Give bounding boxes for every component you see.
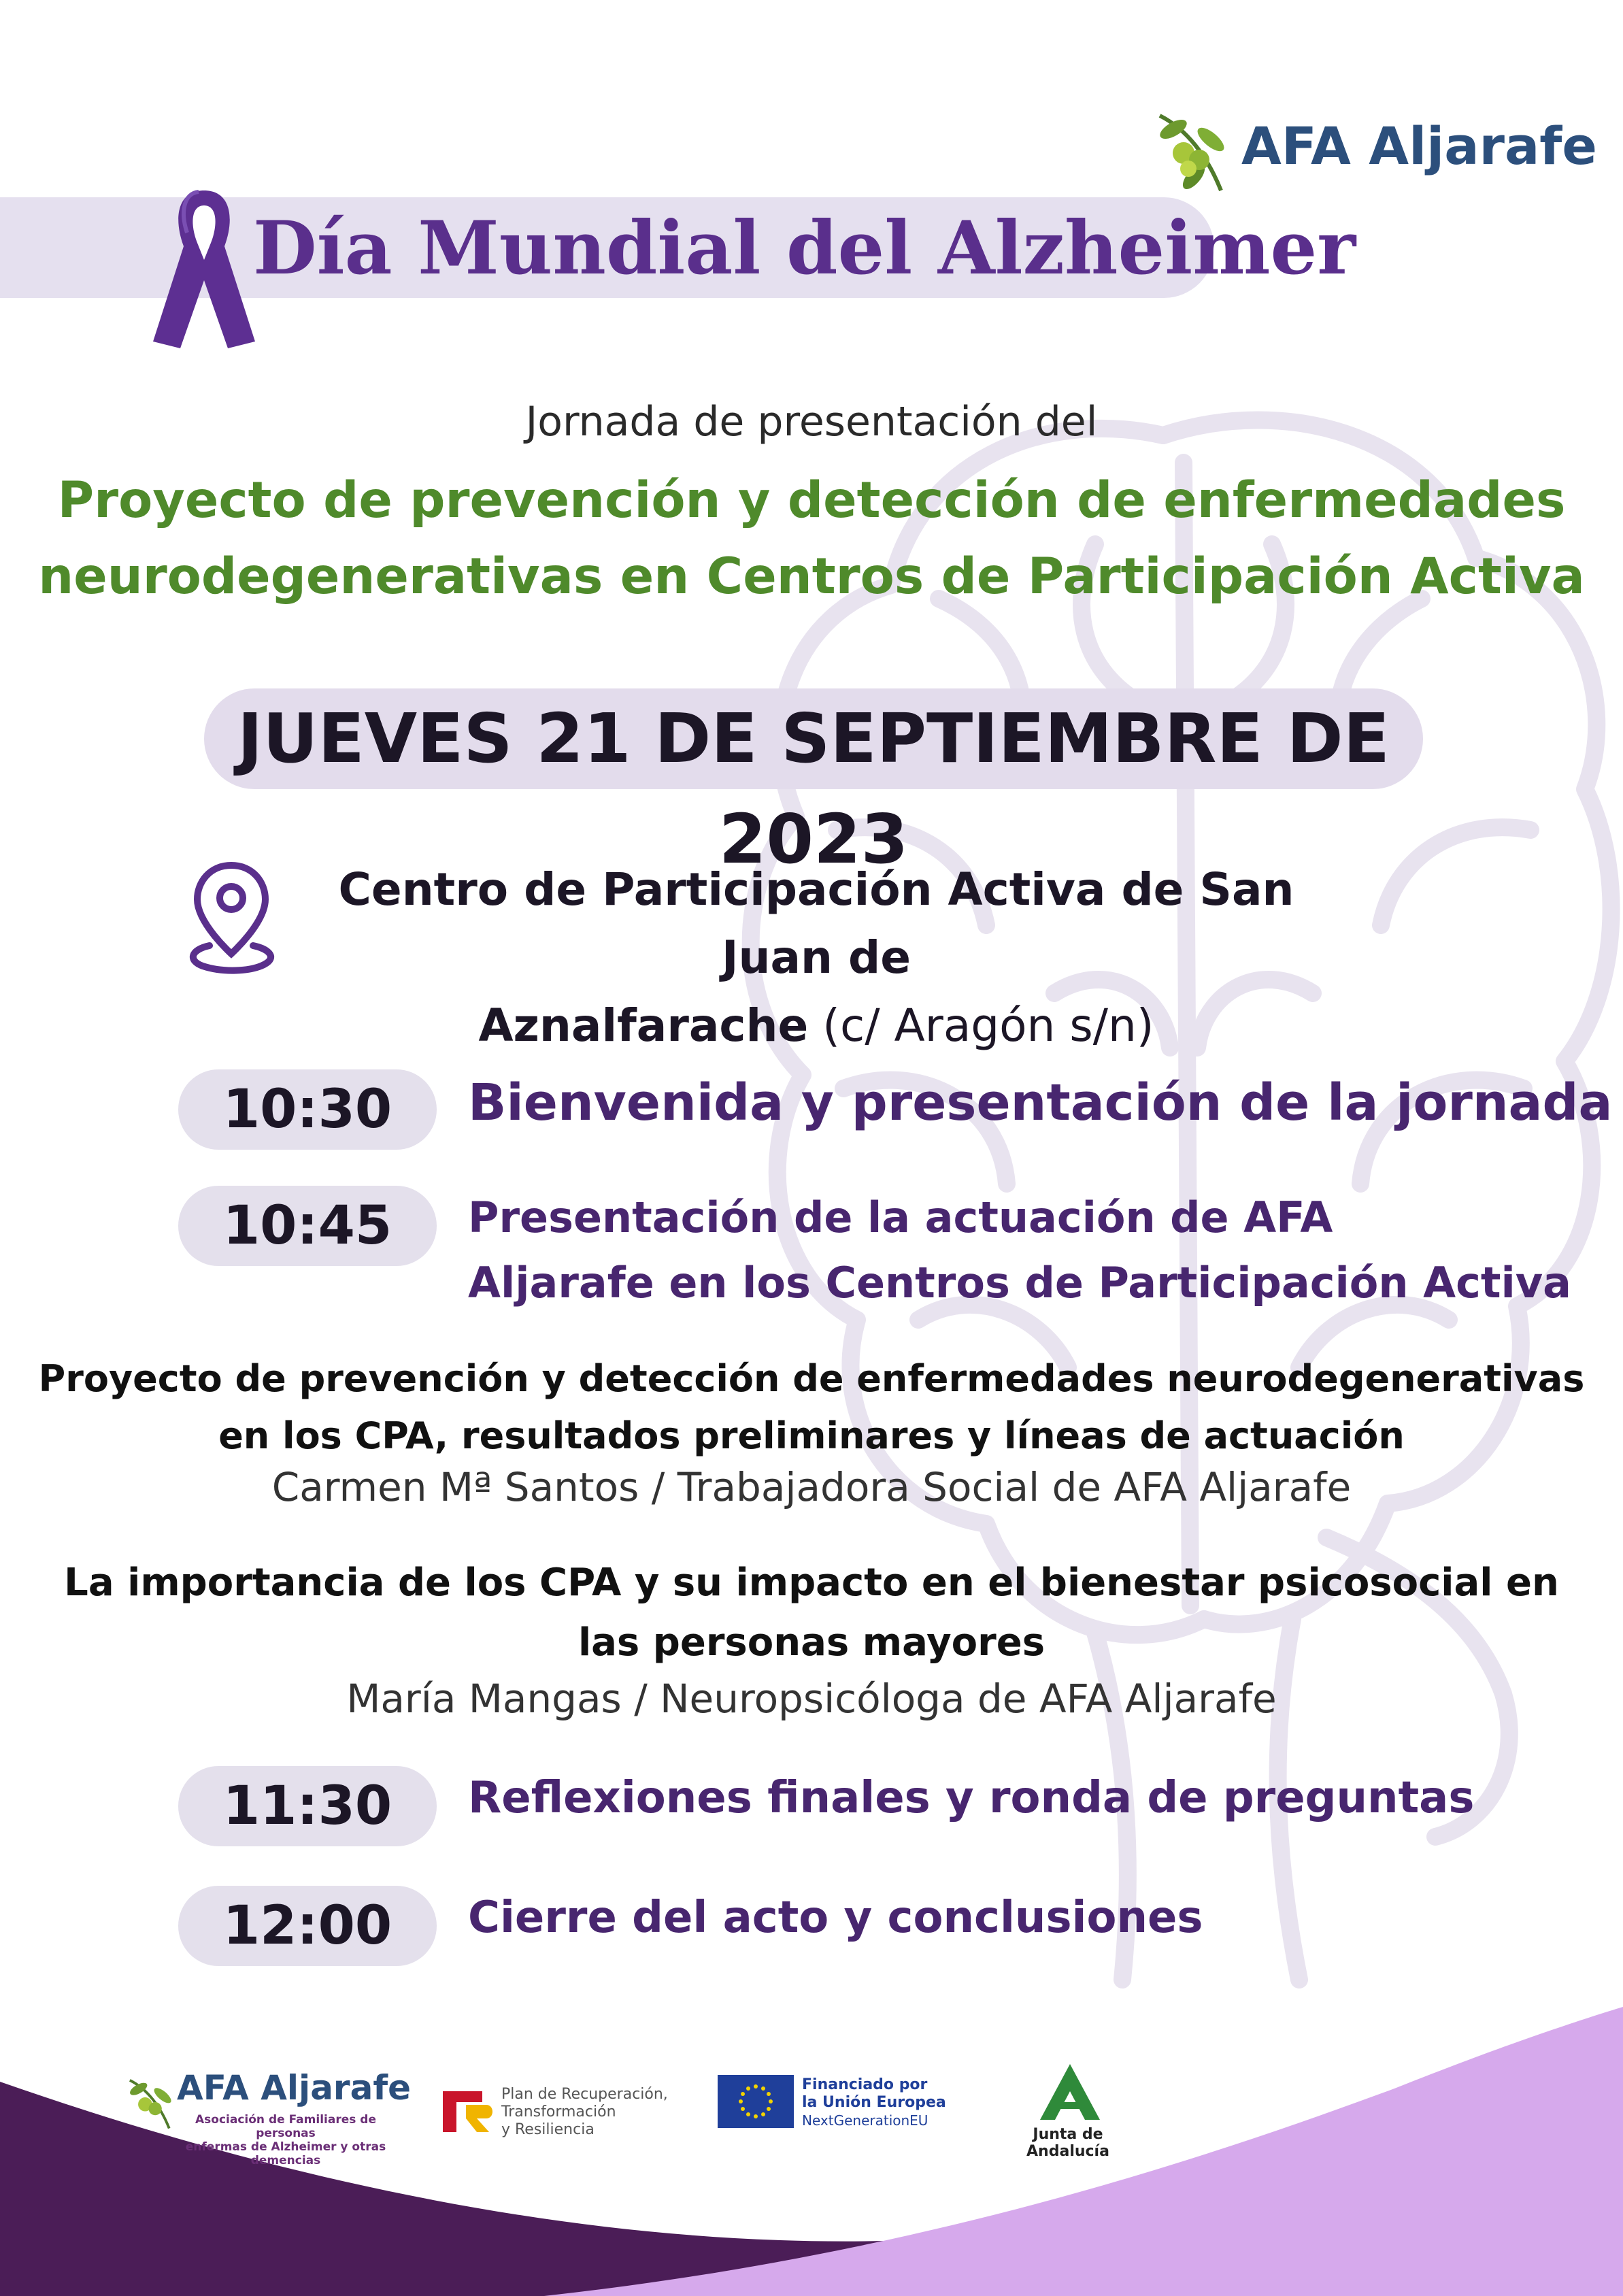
footer-afa-subtitle <box>177 2113 395 2167</box>
project-title <box>0 463 1623 615</box>
talk-title-line: las personas mayores <box>578 1620 1045 1665</box>
talk-title <box>0 1350 1623 1465</box>
footer-afa-sub-line: enfermas de Alzheimer y otras demencias <box>185 2140 386 2167</box>
agenda-time: 12:00 <box>178 1886 437 1966</box>
venue-name: Aznalfarache <box>478 999 809 1052</box>
venue-line1: Centro de Participación Activa de San Juan de <box>338 863 1294 984</box>
olive-branch-icon <box>1146 102 1241 197</box>
agenda-item <box>468 1185 1571 1316</box>
agenda-item: Cierre del acto y conclusiones <box>468 1893 1203 1943</box>
brand-name: AFA Aljarafe <box>1241 116 1597 176</box>
olive-branch-icon <box>121 2068 182 2136</box>
talk-title-line: Proyecto de prevención y detección de enfermedades neurodegenerativas <box>38 1357 1585 1400</box>
footer-prtr-line: Plan de Recuperación, <box>501 2086 668 2103</box>
agenda-item-line: Presentación de la actuación de AFA <box>468 1193 1333 1242</box>
project-title-line: neurodegenerativas en Centros de Participación Activa <box>38 548 1585 605</box>
intro-text: Jornada de presentación del <box>525 398 1098 446</box>
footer-junta-logo <box>993 2061 1143 2160</box>
footer-afa-name: AFA Aljarafe <box>177 2068 411 2108</box>
footer-prtr-line: Transformación <box>501 2103 616 2120</box>
footer-eu-line: NextGenerationEU <box>802 2112 928 2129</box>
prtr-emblem-icon <box>439 2084 497 2136</box>
agenda-time: 11:30 <box>178 1766 437 1846</box>
event-date: JUEVES 21 DE SEPTIEMBRE DE 2023 <box>237 699 1390 879</box>
agenda-item: Reflexiones finales y ronda de preguntas <box>468 1773 1475 1823</box>
location-pin-icon <box>182 859 281 974</box>
agenda-item-line: Aljarafe en los Centros de Participación Activa <box>468 1258 1571 1308</box>
footer-eu-line: la Unión Europea <box>802 2094 946 2111</box>
footer-eu-text <box>802 2076 946 2129</box>
agenda-time: 10:30 <box>178 1069 437 1150</box>
footer-afa-sub-line: Asociación de Familiares de personas <box>195 2113 376 2140</box>
talk-title-line: en los CPA, resultados preliminares y líneas de actuación <box>218 1414 1405 1457</box>
project-title-line: Proyecto de prevención y detección de enfermedades <box>57 471 1566 529</box>
afa-aljarafe-logo <box>1146 102 1597 197</box>
footer-junta-text: Junta de Andalucía <box>1026 2126 1109 2160</box>
footer-eu-logo <box>718 2075 949 2136</box>
footer-prtr-text <box>501 2086 668 2139</box>
agenda-time: 10:45 <box>178 1186 437 1266</box>
footer-afa-logo <box>121 2068 411 2167</box>
talk-speaker: María Mangas / Neuropsicóloga de AFA Aljarafe <box>346 1676 1277 1722</box>
talk-title <box>0 1553 1623 1673</box>
talk-title-line: La importancia de los CPA y su impacto en el bienestar psicosocial en <box>64 1561 1559 1605</box>
talk-speaker: Carmen Mª Santos / Trabajadora Social de AFA Aljarafe <box>271 1464 1352 1510</box>
junta-andalucia-icon <box>1037 2061 1103 2123</box>
footer-eu-line: Financiado por <box>802 2076 928 2093</box>
page-title: Día Mundial del Alzheimer <box>253 205 1356 291</box>
venue <box>286 856 1347 1060</box>
footer-prtr-logo <box>439 2080 684 2142</box>
agenda-item: Bienvenida y presentación de la jornada <box>468 1074 1613 1132</box>
venue-address: (c/ Aragón s/n) <box>808 999 1154 1052</box>
alzheimer-ribbon-icon <box>150 178 258 352</box>
footer-prtr-line: y Resiliencia <box>501 2121 595 2138</box>
eu-flag-icon <box>718 2075 794 2128</box>
